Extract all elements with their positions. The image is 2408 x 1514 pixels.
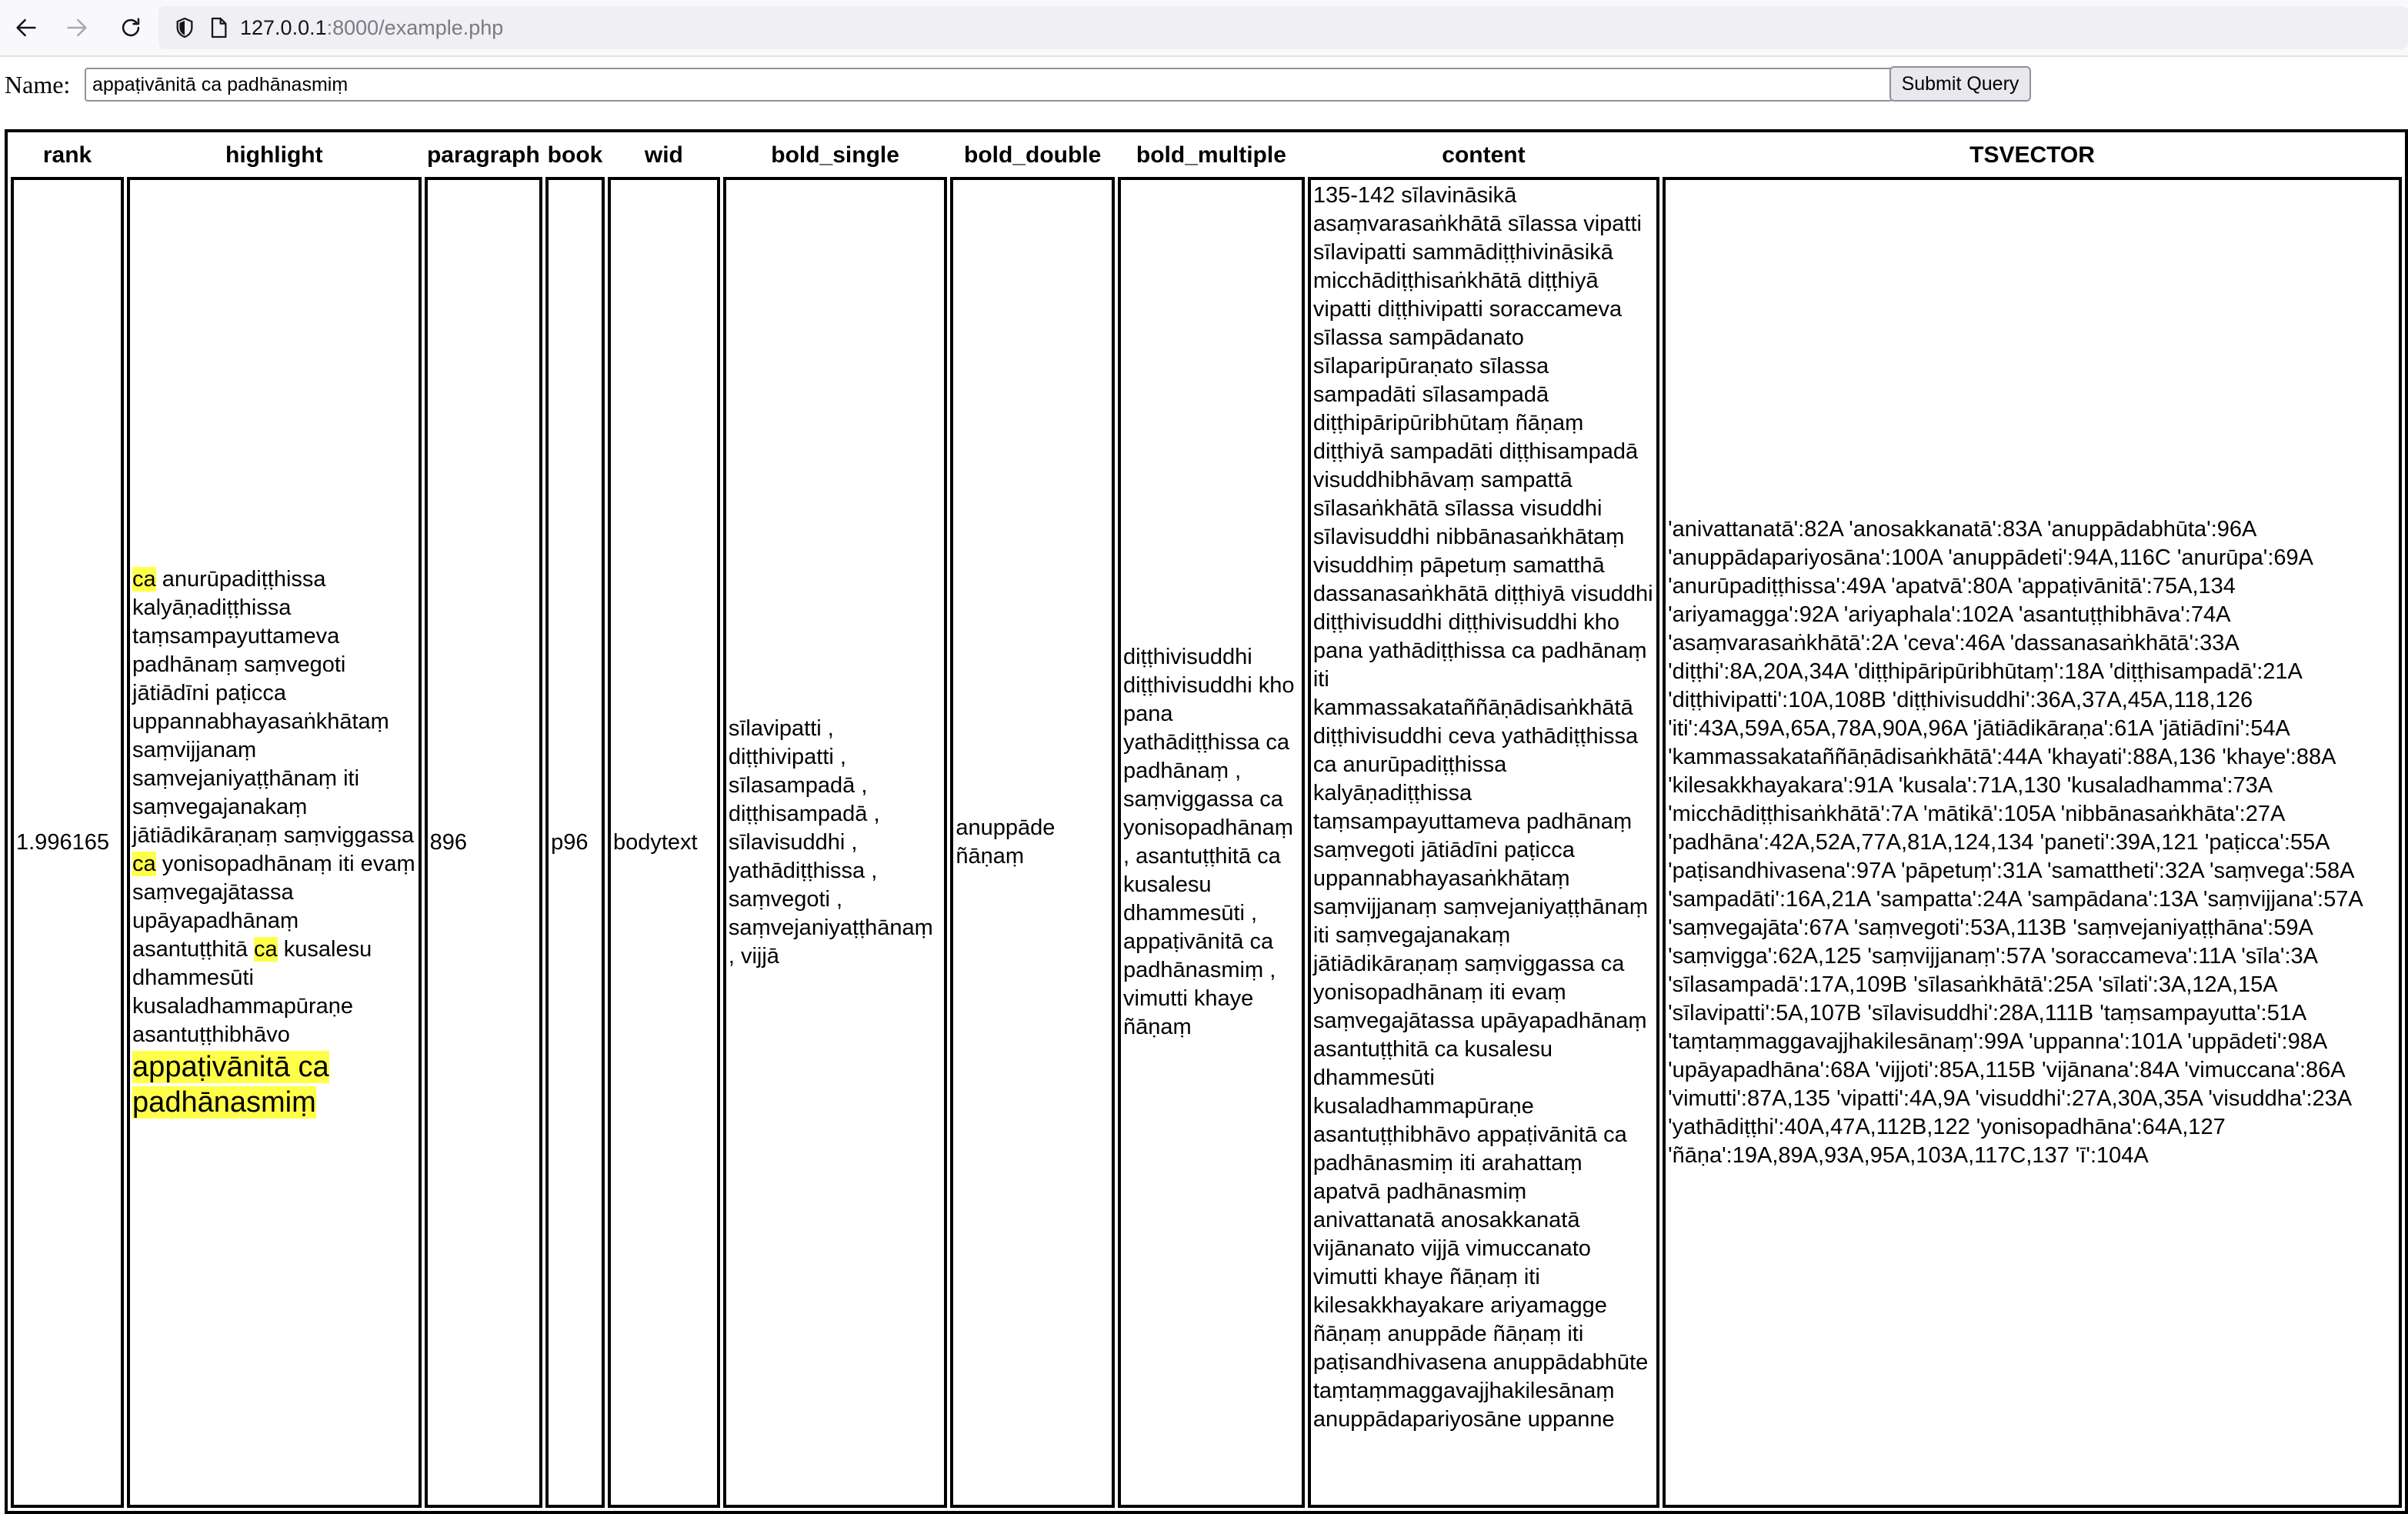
url-host: 127.0.0.1: [240, 16, 327, 39]
highlight-text: kusalesu dhammesūti kusaladhammapūraṇe asantuṭṭhibhāvo: [132, 936, 372, 1047]
header-bold-multiple: bold_multiple: [1136, 142, 1286, 168]
header-row: [11, 135, 2402, 174]
name-label: Name:: [5, 71, 71, 98]
submit-query-button[interactable]: Submit Query: [1889, 66, 2031, 102]
header-bold-double: bold_double: [964, 142, 1102, 168]
header-content: content: [1442, 142, 1526, 168]
header-tsvector: TSVECTOR: [1969, 142, 2095, 168]
cell-bold-multiple: diṭṭhivisuddhi diṭṭhivisuddhi kho pana yathādiṭṭhissa ca padhānaṃ , saṃviggassa ca yonisopadhānaṃ , asantuṭṭhitā ca kusalesu dhammesūti , appaṭivānitā ca padhānasmiṃ , vimutti khaye ñāṇaṃ: [1118, 177, 1305, 1508]
tsvector-line: 'kammassakataññāṇādisaṅkhātā':44A 'khayati':88A,136 'khaye':88A: [1668, 744, 2336, 769]
arrow-left-icon: [13, 15, 39, 41]
tsvector-line: 'sampadāti':16A,21A 'sampatta':24A 'sampādana':13A 'saṃvijjana':57A: [1668, 886, 2363, 912]
header-paragraph: paragraph: [426, 142, 540, 168]
forward-button[interactable]: [58, 9, 95, 46]
cell-bold-double: anuppāde ñāṇaṃ: [950, 177, 1115, 1508]
results-table: [5, 129, 2408, 1514]
browser-toolbar: [0, 0, 2408, 57]
tsvector-line: 'padhāna':42A,52A,77A,81A,124,134 'paneti':39A,121 'paṭicca':55A: [1668, 829, 2330, 855]
cell-highlight: [127, 177, 422, 1508]
highlight-mark: ca: [254, 936, 278, 962]
cell-tsvector: [1663, 177, 2402, 1508]
cell-wid: bodytext: [608, 177, 720, 1508]
reload-icon: [118, 15, 144, 41]
tsvector-line: 'iti':43A,59A,65A,78A,90A,96A 'jātiādikāraṇa':61A 'jātiādīni':54A: [1668, 715, 2290, 741]
tsvector-line: 'sīlasampadā':17A,109B 'sīlasaṅkhātā':25A 'sīlati':3A,12A,15A: [1668, 972, 2278, 997]
tsvector-line: 'yathādiṭṭhi':40A,47A,112B,122 'yonisopadhāna':64A,127: [1668, 1114, 2226, 1139]
search-form: [5, 66, 2408, 106]
tsvector-line: 'ñāṇa':19A,89A,93A,95A,103A,117C,137 'ī':104A: [1668, 1142, 2149, 1168]
name-input[interactable]: [85, 68, 1893, 102]
tsvector-line: 'sīlavipatti':5A,107B 'sīlavisuddhi':28A,111B 'taṃsampayutta':51A: [1668, 1000, 2307, 1025]
tsvector-line: 'asaṃvarasaṅkhātā':2A 'ceva':46A 'dassanasaṅkhātā':33A: [1668, 630, 2240, 655]
cell-paragraph: 896: [425, 177, 542, 1508]
url-path: :8000/example.php: [326, 16, 504, 39]
page-icon[interactable]: [206, 15, 231, 40]
tsvector-line: 'saṃvigga':62A,125 'saṃvijjanaṃ':57A 'soraccameva':11A 'sīla':3A: [1668, 943, 2318, 969]
tsvector-line: 'micchādiṭṭhisaṅkhātā':7A 'mātikā':105A 'nibbānasaṅkhāta':27A: [1668, 801, 2286, 826]
cell-book: p96: [545, 177, 605, 1508]
highlight-mark: ca: [132, 851, 156, 876]
back-button[interactable]: [8, 9, 45, 46]
highlight-mark: ca: [132, 566, 156, 592]
tsvector-line: 'taṃtaṃmaggavajjhakilesānaṃ':99A 'uppanna':101A 'uppādeti':98A: [1668, 1029, 2328, 1054]
highlight-text: yonisopadhānaṃ iti evaṃ saṃvegajātassa upāyapadhānaṃ asantuṭṭhitā: [132, 851, 415, 962]
tsvector-line: 'saṃvegajāta':67A 'saṃvegoti':53A,113B 'saṃvejaniyaṭṭhāna':59A: [1668, 915, 2313, 940]
tsvector-line: 'anuppādapariyosāna':100A 'anuppādeti':94A,116C 'anurūpa':69A: [1668, 545, 2313, 570]
tsvector-line: 'upāyapadhāna':68A 'vijjoti':85A,115B 'vijānana':84A 'vimuccana':86A: [1668, 1057, 2346, 1082]
tsvector-line: 'anivattanatā':82A 'anosakkanatā':83A 'anuppādabhūta':96A: [1668, 516, 2257, 542]
tsvector-line: 'diṭṭhi':8A,20A,34A 'diṭṭhipāripūribhūtaṃ':18A 'diṭṭhisampadā':21A: [1668, 659, 2303, 684]
header-wid: wid: [644, 142, 683, 168]
highlight-text: anurūpadiṭṭhissa kalyāṇadiṭṭhissa taṃsampayuttameva padhānaṃ saṃvegoti jātiādīni paṭicca uppannabhayasaṅkhātaṃ saṃvijjanaṃ saṃvejaniyaṭṭhānaṃ iti saṃvegajanakaṃ jātiādikāraṇaṃ saṃviggassa: [132, 566, 414, 848]
arrow-right-icon: [64, 15, 90, 41]
header-bold-single: bold_single: [771, 142, 899, 168]
address-bar[interactable]: [158, 6, 2408, 49]
cell-rank: 1.996165: [11, 177, 124, 1508]
table-row: [11, 177, 2402, 1508]
tsvector-line: 'diṭṭhivipatti':10A,108B 'diṭṭhivisuddhi':36A,37A,45A,118,126: [1668, 687, 2253, 712]
tsvector-line: 'paṭisandhivasena':97A 'pāpetuṃ':31A 'samattheti':32A 'saṃvega':58A: [1668, 858, 2355, 883]
tsvector-line: 'ariyamagga':92A 'ariyaphala':102A 'asantuṭṭhibhāva':74A: [1668, 602, 2231, 627]
header-rank: rank: [42, 142, 92, 168]
cell-bold-single: sīlavipatti , diṭṭhivipatti , sīlasampadā , diṭṭhisampadā , sīlavisuddhi , yathādiṭṭhissa , saṃvegoti , saṃvejaniyaṭṭhānaṃ , vijjā: [723, 177, 948, 1508]
header-book: book: [547, 142, 603, 168]
tsvector-line: 'vimutti':87A,135 'vipatti':4A,9A 'visuddhi':27A,30A,35A 'visuddha':23A: [1668, 1085, 2353, 1111]
tsvector-line: 'anurūpadiṭṭhissa':49A 'apatvā':80A 'appaṭivānitā':75A,134: [1668, 573, 2236, 599]
cell-content: 135-142 sīlavināsikā asaṃvarasaṅkhātā sīlassa vipatti sīlavipatti sammādiṭṭhivināsikā micchādiṭṭhisaṅkhātā diṭṭhiyā vipatti diṭṭhivipatti soraccameva sīlassa sampādanato sīlaparipūraṇato sīlassa sampadāti sīlasampadā diṭṭhipāripūribhūtaṃ ñāṇaṃ diṭṭhiyā sampadāti diṭṭhisampadā visuddhibhāvaṃ sampattā sīlasaṅkhātā sīlassa visuddhi sīlavisuddhi nibbānasaṅkhātaṃ visuddhiṃ pāpetuṃ samatthā dassanasaṅkhātā diṭṭhiyā visuddhi diṭṭhivisuddhi diṭṭhivisuddhi kho pana yathādiṭṭhissa ca padhānaṃ iti kammassakataññāṇādisaṅkhātā diṭṭhivisuddhi ceva yathādiṭṭhissa ca anurūpadiṭṭhissa kalyāṇadiṭṭhissa taṃsampayuttameva padhānaṃ saṃvegoti jātiādīni paṭicca uppannabhayasaṅkhātaṃ saṃvijjanaṃ saṃvejaniyaṭṭhānaṃ iti saṃvegajanakaṃ jātiādikāraṇaṃ saṃviggassa ca yonisopadhānaṃ iti evaṃ saṃvegajātassa upāyapadhānaṃ asantuṭṭhitā ca kusalesu dhammesūti kusaladhammapūraṇe asantuṭṭhibhāvo appaṭivānitā ca padhānasmiṃ iti arahattaṃ apatvā padhānasmiṃ anivattanatā anosakkanatā vijānanato vijjā vimuccanato vimutti khaye ñāṇaṃ iti kilesakkhayakare ariyamagge ñāṇaṃ anuppāde ñāṇaṃ iti paṭisandhivasena anuppādabhūte taṃtaṃmaggavajjhakilesānaṃ anuppādapariyosāne uppanne: [1308, 177, 1659, 1508]
reload-button[interactable]: [112, 9, 149, 46]
shield-icon[interactable]: [172, 15, 197, 40]
header-highlight: highlight: [225, 142, 323, 168]
highlight-phrase-mark: appaṭivānitā ca padhānasmiṃ: [132, 1050, 329, 1119]
url-text[interactable]: [240, 14, 503, 42]
tsvector-line: 'kilesakkhayakara':91A 'kusala':71A,130 'kusaladhamma':73A: [1668, 772, 2273, 798]
